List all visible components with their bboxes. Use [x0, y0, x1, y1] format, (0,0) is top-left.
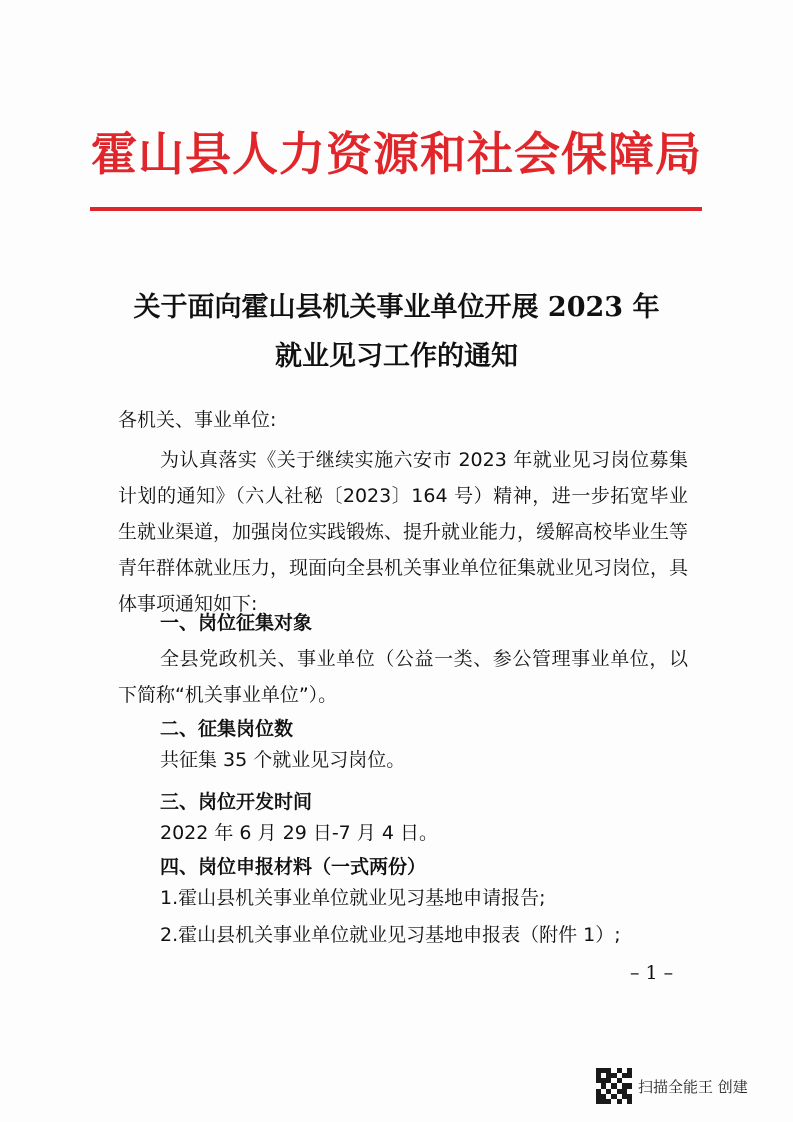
notice-title-line-2: 就业见习工作的通知 — [275, 341, 518, 372]
section-heading-2: 二、征集岗位数 — [160, 718, 294, 740]
qr-code-icon — [596, 1068, 632, 1104]
salutation: 各机关、事业单位: — [118, 409, 277, 431]
section-heading-4: 四、岗位申报材料（一式两份） — [160, 856, 427, 878]
section-heading-3: 三、岗位开发时间 — [160, 791, 313, 813]
section-body-4-item-2: 2.霍山县机关事业单位就业见习基地申报表（附件 1）; — [160, 924, 621, 946]
scanner-watermark — [596, 1064, 748, 1108]
page-number: – 1 – — [630, 962, 674, 984]
section-body-2: 共征集 35 个就业见习岗位。 — [160, 749, 406, 771]
intro-paragraph: 为认真落实《关于继续实施六安市 2023 年就业见习岗位募集计划的通知》（六人社秘〔2023〕164 号）精神，进一步拓宽毕业生就业渠道，加强岗位实践锻炼、提升就业能力，缓解高校毕业生等青年群体就业压力，现面向全县机关事业单位征集就业见习岗位，具体事项通知如下: — [118, 449, 689, 615]
section-body-4-item-1: 1.霍山县机关事业单位就业见习基地申请报告; — [160, 887, 546, 909]
watermark-label: 扫描全能王 创建 — [638, 1077, 748, 1096]
notice-title-line-1: 关于面向霍山县机关事业单位开展 2023 年 — [133, 292, 660, 323]
org-letterhead: 霍山县人力资源和社会保障局 — [91, 127, 702, 181]
section-body-1: 全县党政机关、事业单位（公益一类、参公管理事业单位，以下简称“机关事业单位”）。 — [118, 648, 688, 706]
section-body-3: 2022 年 6 月 29 日-7 月 4 日。 — [160, 822, 438, 844]
section-heading-1: 一、岗位征集对象 — [160, 612, 313, 634]
letterhead-rule — [90, 207, 702, 211]
